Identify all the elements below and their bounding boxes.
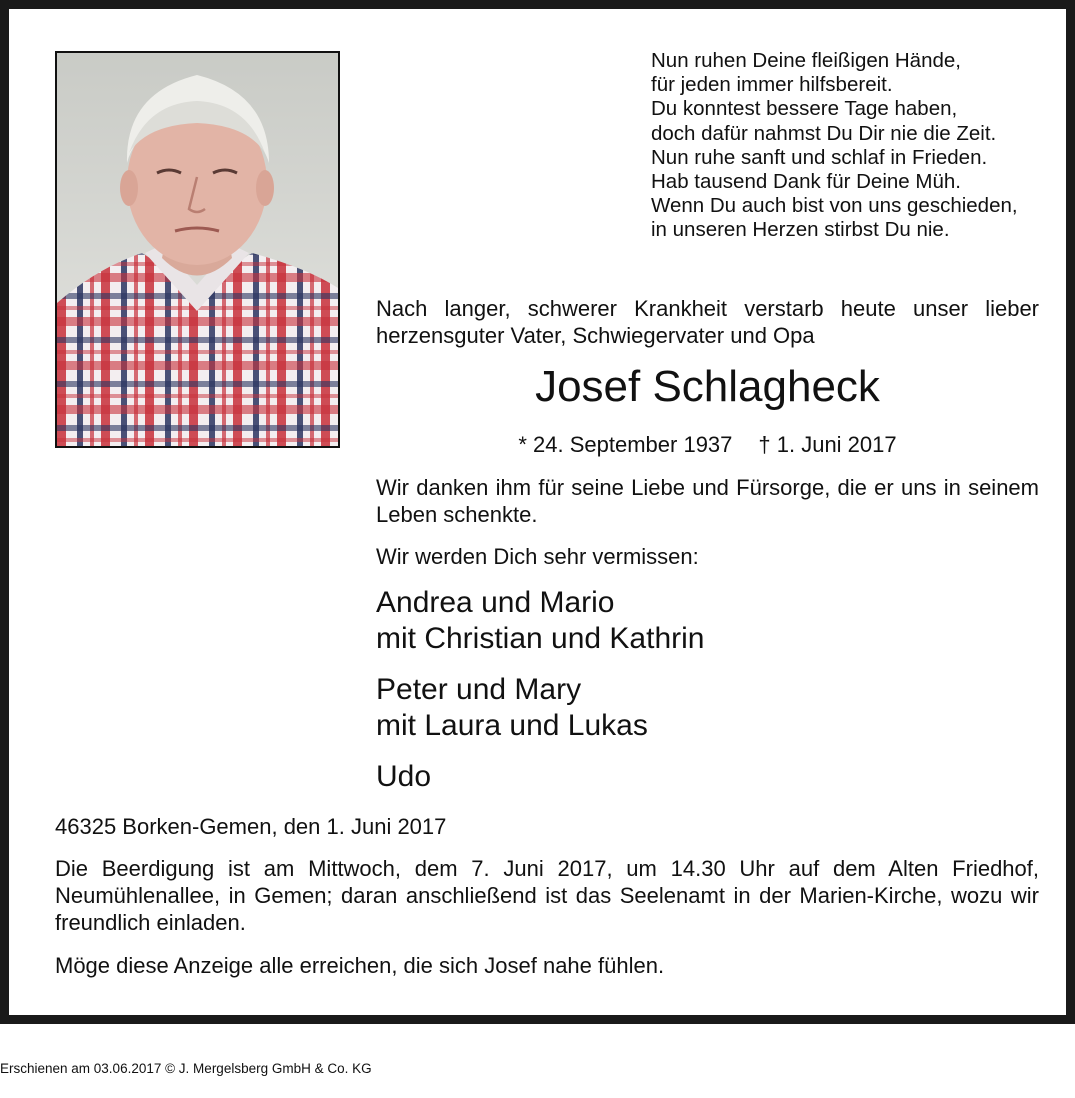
family-line: mit Christian und Kathrin [376, 622, 705, 655]
poem-line: doch dafür nahmst Du Dir nie die Zeit. [651, 121, 997, 145]
family-line: Peter und Mary [376, 673, 582, 706]
thanks-text: Wir danken ihm für seine Liebe und Fürsorge, die er uns in seinem Leben schenkte. [376, 475, 1039, 527]
family-line: Andrea und Mario [376, 586, 615, 619]
memorial-poem [651, 49, 1071, 243]
life-dates [376, 431, 1039, 458]
poem-line: Hab tausend Dank für Deine Müh. [651, 170, 961, 194]
birth-date: * 24. September 1937 [518, 432, 733, 457]
publication-footer: Erschienen am 03.06.2017 © J. Mergelsberg GmbH & Co. KG [0, 1061, 372, 1076]
family-line: mit Laura und Lukas [376, 709, 648, 742]
closing-text: Möge diese Anzeige alle erreichen, die sich Josef nahe fühlen. [55, 953, 665, 978]
family-group [376, 672, 648, 744]
poem-line: in unseren Herzen stirbst Du nie. [651, 218, 950, 242]
death-announcement-text: Nach langer, schwerer Krankheit verstarb heute unser lieber herzensguter Vater, Schwiegervater und Opa [376, 296, 1039, 348]
poem-line: Nun ruhe sanft und schlaf in Frieden. [651, 145, 988, 169]
portrait-photo [55, 51, 340, 448]
family-group [376, 585, 704, 657]
deceased-name: Josef Schlagheck [535, 362, 880, 411]
miss-text: Wir werden Dich sehr vermissen: [376, 544, 699, 569]
funeral-details: Die Beerdigung ist am Mittwoch, dem 7. Juni 2017, um 14.30 Uhr auf dem Alten Friedhof, Neumühlenallee, in Gemen; daran anschließend ist das Seelenamt in der Marien-Kirche, wozu wir freundlich einladen. [55, 856, 1039, 935]
death-date: † 1. Juni 2017 [758, 432, 897, 457]
poem-line: Nun ruhen Deine fleißigen Hände, [651, 49, 961, 72]
poem-line: für jeden immer hilfsbereit. [651, 73, 893, 97]
family-group [376, 759, 431, 795]
poem-line: Du konntest bessere Tage haben, [651, 97, 958, 121]
portrait-illustration [57, 53, 338, 446]
place-and-date: 46325 Borken-Gemen, den 1. Juni 2017 [55, 814, 447, 839]
family-line: Udo [376, 760, 432, 793]
poem-line: Wenn Du auch bist von uns geschieden, [651, 194, 1018, 218]
